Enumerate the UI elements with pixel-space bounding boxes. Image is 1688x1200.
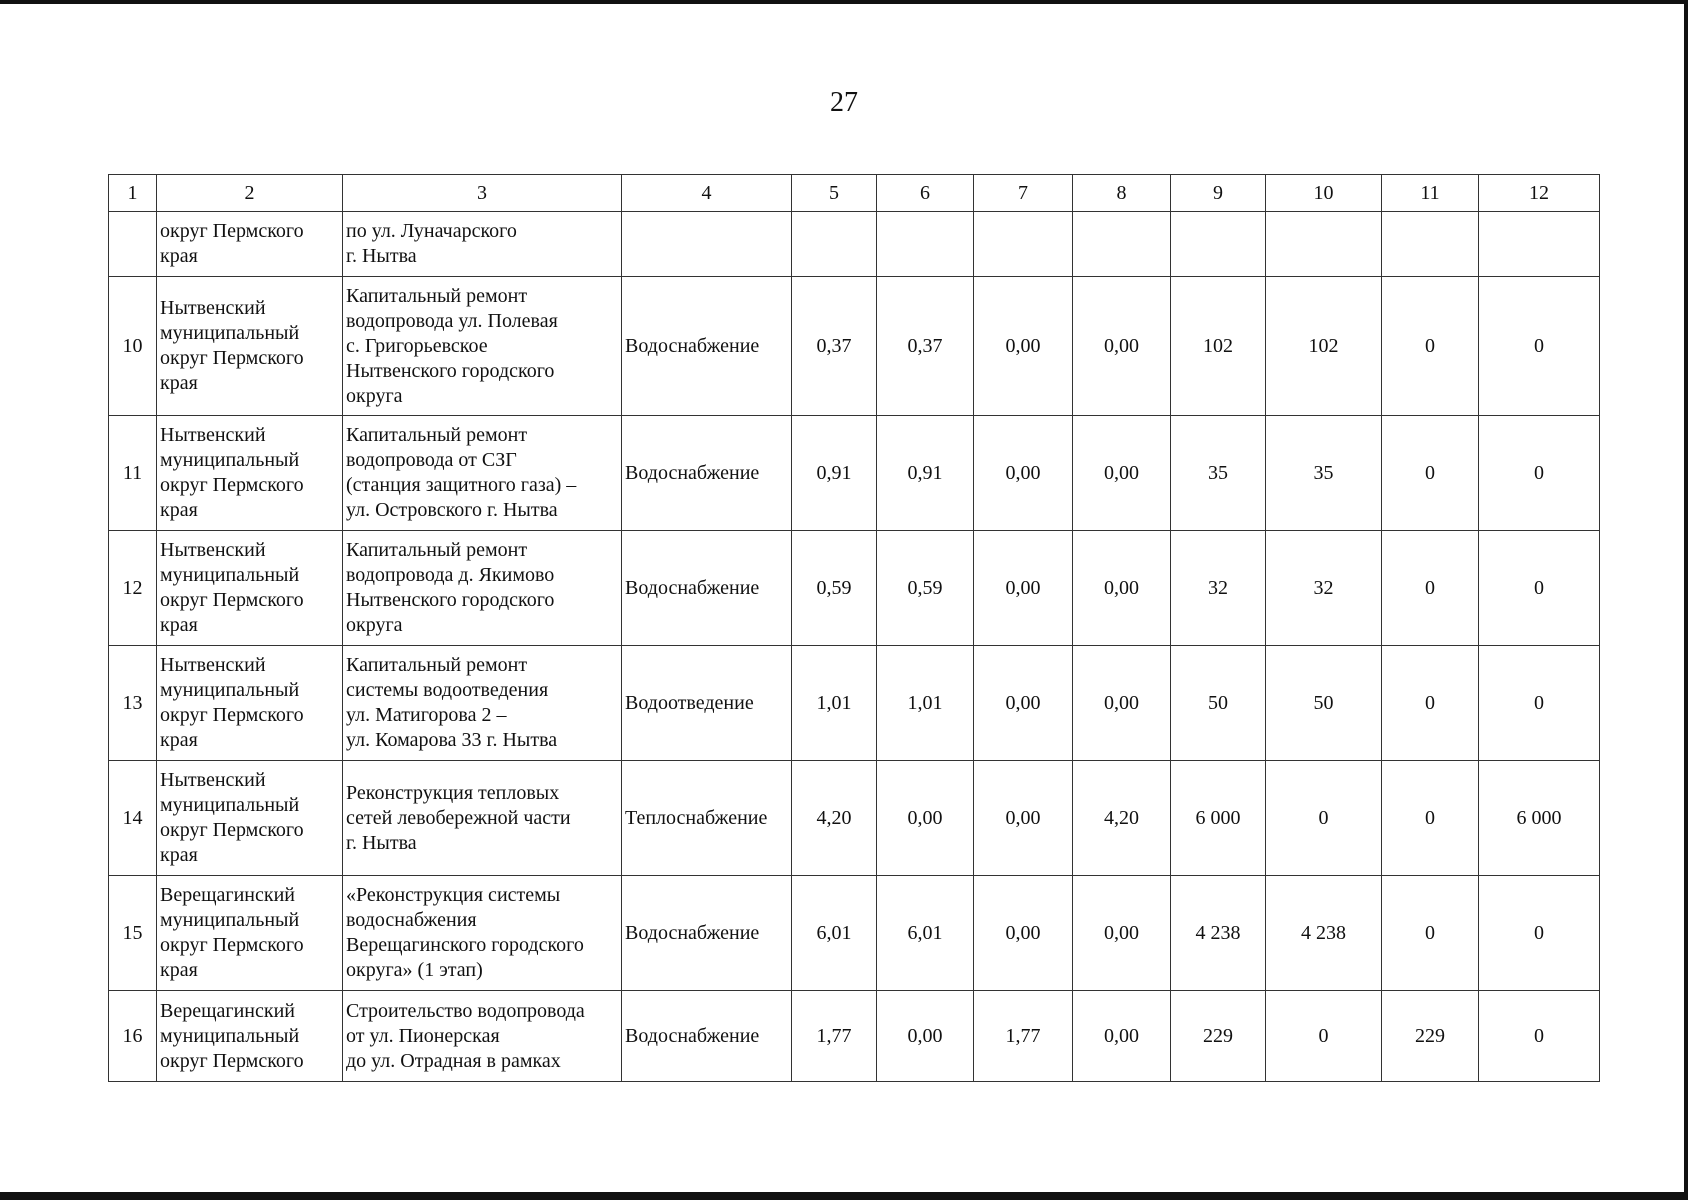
column-number-header: 11 <box>1382 175 1479 212</box>
project-cell-line: по ул. Луначарского <box>346 220 517 242</box>
municipality-cell-line: Нытвенский <box>160 297 266 319</box>
project-cell-line: Капитальный ремонт <box>346 539 528 561</box>
column-number-header: 2 <box>157 175 343 212</box>
project-cell-line: Капитальный ремонт <box>346 654 528 676</box>
column-number-header: 7 <box>974 175 1073 212</box>
value-cell-c7: 0,00 <box>974 277 1073 416</box>
value-cell-c5: 1,77 <box>792 991 877 1082</box>
table-row <box>109 212 1600 277</box>
value-cell-c9: 6 000 <box>1171 761 1266 876</box>
project-cell-line: до ул. Отрадная в рамках <box>346 1049 561 1072</box>
project-cell-line: округа <box>346 614 403 636</box>
table-row <box>109 646 1600 761</box>
value-cell-c10: 0 <box>1266 761 1382 876</box>
municipality-cell <box>157 991 343 1082</box>
value-cell-c9: 32 <box>1171 531 1266 646</box>
value-cell-c7: 1,77 <box>974 991 1073 1082</box>
project-cell-line: с. Григорьевское <box>346 334 488 357</box>
value-cell-c7: 0,00 <box>974 531 1073 646</box>
table-row <box>109 531 1600 646</box>
project-cell-line: водоснабжения <box>346 909 477 931</box>
municipality-cell-line: Нытвенский <box>160 769 266 791</box>
value-cell-c10: 4 238 <box>1266 876 1382 991</box>
value-cell-c7: 0,00 <box>974 646 1073 761</box>
project-cell-line: г. Нытва <box>346 831 417 854</box>
municipality-cell-line: края <box>160 499 198 521</box>
table-row <box>109 991 1600 1082</box>
project-cell-line: округа <box>346 384 403 407</box>
column-number-header: 4 <box>622 175 792 212</box>
value-cell-c8: 0,00 <box>1073 277 1171 416</box>
column-number-header: 6 <box>877 175 974 212</box>
municipality-cell-line: муниципальный <box>160 449 300 471</box>
value-cell-c7: 0,00 <box>974 761 1073 876</box>
project-cell-line: Верещагинского городского <box>346 934 584 956</box>
table-row <box>109 277 1600 416</box>
municipality-cell <box>157 761 343 876</box>
municipality-cell-line: муниципальный <box>160 322 300 344</box>
project-cell-line: водопровода от СЗГ <box>346 449 517 471</box>
value-cell-c7 <box>974 212 1073 277</box>
project-cell-line: Строительство водопровода <box>346 999 585 1022</box>
project-cell-line: округа» (1 этап) <box>346 959 483 981</box>
project-cell-line: ул. Комарова 33 г. Нытва <box>346 729 558 751</box>
value-cell-c5: 0,91 <box>792 416 877 531</box>
value-cell-c8: 0,00 <box>1073 876 1171 991</box>
municipality-cell-line: муниципальный <box>160 909 300 931</box>
municipality-cell-line: округ Пермского <box>160 220 304 242</box>
value-cell-c5: 0,37 <box>792 277 877 416</box>
column-number-header: 12 <box>1479 175 1600 212</box>
project-cell <box>343 646 622 761</box>
project-cell <box>343 416 622 531</box>
value-cell-c7: 0,00 <box>974 416 1073 531</box>
resource-type-cell: Водоснабжение <box>622 991 792 1082</box>
value-cell-c10: 32 <box>1266 531 1382 646</box>
value-cell-c12: 0 <box>1479 646 1600 761</box>
value-cell-c6: 1,01 <box>877 646 974 761</box>
value-cell-c8: 0,00 <box>1073 531 1171 646</box>
row-number-cell: 10 <box>109 277 157 416</box>
project-cell-line: Капитальный ремонт <box>346 284 528 307</box>
municipality-cell-line: округ Пермского <box>160 819 304 841</box>
municipality-cell-line: края <box>160 959 198 981</box>
municipality-cell-line: края <box>160 245 198 267</box>
value-cell-c12 <box>1479 212 1600 277</box>
municipality-cell-line: муниципальный <box>160 1024 300 1047</box>
row-number-cell: 11 <box>109 416 157 531</box>
value-cell-c11: 0 <box>1382 416 1479 531</box>
value-cell-c12: 0 <box>1479 416 1600 531</box>
value-cell-c10: 102 <box>1266 277 1382 416</box>
project-cell-line: водопровода д. Якимово <box>346 564 555 586</box>
value-cell-c5: 0,59 <box>792 531 877 646</box>
value-cell-c9: 4 238 <box>1171 876 1266 991</box>
project-cell-line: ул. Островского г. Нытва <box>346 499 558 521</box>
value-cell-c6: 0,37 <box>877 277 974 416</box>
column-number-row <box>109 175 1600 212</box>
municipality-cell-line: Верещагинский <box>160 999 295 1022</box>
municipality-cell-line: Нытвенский <box>160 424 266 446</box>
resource-type-cell <box>622 212 792 277</box>
column-number-header: 10 <box>1266 175 1382 212</box>
municipality-cell-line: округ Пермского <box>160 474 304 496</box>
project-cell-line: «Реконструкция системы <box>346 884 561 906</box>
value-cell-c12: 0 <box>1479 277 1600 416</box>
municipality-cell-line: муниципальный <box>160 794 300 816</box>
value-cell-c10 <box>1266 212 1382 277</box>
column-number-header: 9 <box>1171 175 1266 212</box>
project-cell <box>343 761 622 876</box>
value-cell-c12: 0 <box>1479 991 1600 1082</box>
project-cell <box>343 991 622 1082</box>
project-cell-line: Капитальный ремонт <box>346 424 528 446</box>
value-cell-c6: 0,91 <box>877 416 974 531</box>
project-cell-line: от ул. Пионерская <box>346 1024 500 1047</box>
value-cell-c5: 4,20 <box>792 761 877 876</box>
municipality-cell-line: округ Пермского <box>160 589 304 611</box>
municipality-cell <box>157 531 343 646</box>
municipality-cell-line: Верещагинский <box>160 884 295 906</box>
table-row <box>109 876 1600 991</box>
scan-edge-right <box>1684 0 1688 1200</box>
municipality-cell-line: края <box>160 729 198 751</box>
value-cell-c5 <box>792 212 877 277</box>
project-cell-line: системы водоотведения <box>346 679 549 701</box>
project-cell <box>343 277 622 416</box>
municipality-cell-line: муниципальный <box>160 564 300 586</box>
project-cell-line: Реконструкция тепловых <box>346 781 560 804</box>
value-cell-c11 <box>1382 212 1479 277</box>
row-number-cell <box>109 212 157 277</box>
municipality-cell <box>157 416 343 531</box>
value-cell-c8: 0,00 <box>1073 416 1171 531</box>
column-number-header: 3 <box>343 175 622 212</box>
column-number-header: 8 <box>1073 175 1171 212</box>
row-number-cell: 12 <box>109 531 157 646</box>
value-cell-c8: 0,00 <box>1073 646 1171 761</box>
municipality-cell-line: округ Пермского <box>160 704 304 726</box>
value-cell-c5: 1,01 <box>792 646 877 761</box>
value-cell-c7: 0,00 <box>974 876 1073 991</box>
municipality-cell-line: края <box>160 372 198 394</box>
project-cell <box>343 876 622 991</box>
value-cell-c9: 102 <box>1171 277 1266 416</box>
resource-type-cell: Водоснабжение <box>622 531 792 646</box>
municipality-cell-line: Нытвенский <box>160 654 266 676</box>
project-cell-line: г. Нытва <box>346 245 417 267</box>
value-cell-c9: 229 <box>1171 991 1266 1082</box>
project-cell-line: сетей левобережной части <box>346 806 571 829</box>
value-cell-c10: 0 <box>1266 991 1382 1082</box>
project-cell <box>343 531 622 646</box>
column-number-header: 5 <box>792 175 877 212</box>
value-cell-c6: 0,00 <box>877 991 974 1082</box>
value-cell-c11: 0 <box>1382 646 1479 761</box>
municipality-cell-line: округ Пермского <box>160 1049 304 1072</box>
project-cell-line: ул. Матигорова 2 – <box>346 704 507 726</box>
row-number-cell: 15 <box>109 876 157 991</box>
municipality-cell-line: Нытвенский <box>160 539 266 561</box>
value-cell-c6: 0,59 <box>877 531 974 646</box>
municipality-cell-line: округ Пермского <box>160 934 304 956</box>
value-cell-c9 <box>1171 212 1266 277</box>
value-cell-c6: 0,00 <box>877 761 974 876</box>
scan-edge-bottom <box>0 1192 1688 1200</box>
municipality-cell <box>157 212 343 277</box>
row-number-cell: 13 <box>109 646 157 761</box>
value-cell-c9: 50 <box>1171 646 1266 761</box>
project-cell-line: Нытвенского городского <box>346 589 555 611</box>
resource-type-cell: Водоотведение <box>622 646 792 761</box>
table-row <box>109 761 1600 876</box>
municipality-cell-line: края <box>160 844 198 866</box>
value-cell-c12: 0 <box>1479 876 1600 991</box>
value-cell-c10: 35 <box>1266 416 1382 531</box>
page-number: 27 <box>830 87 858 118</box>
value-cell-c10: 50 <box>1266 646 1382 761</box>
municipality-cell <box>157 277 343 416</box>
value-cell-c8 <box>1073 212 1171 277</box>
value-cell-c11: 0 <box>1382 531 1479 646</box>
value-cell-c6 <box>877 212 974 277</box>
municipality-cell <box>157 646 343 761</box>
value-cell-c5: 6,01 <box>792 876 877 991</box>
municipality-cell-line: округ Пермского <box>160 347 304 369</box>
project-cell <box>343 212 622 277</box>
value-cell-c8: 4,20 <box>1073 761 1171 876</box>
value-cell-c12: 6 000 <box>1479 761 1600 876</box>
resource-type-cell: Водоснабжение <box>622 416 792 531</box>
resource-type-cell: Водоснабжение <box>622 876 792 991</box>
value-cell-c11: 0 <box>1382 277 1479 416</box>
municipality-cell-line: муниципальный <box>160 679 300 701</box>
value-cell-c11: 0 <box>1382 761 1479 876</box>
project-cell-line: Нытвенского городского <box>346 359 555 382</box>
value-cell-c9: 35 <box>1171 416 1266 531</box>
row-number-cell: 14 <box>109 761 157 876</box>
project-cell-line: водопровода ул. Полевая <box>346 309 558 332</box>
value-cell-c11: 229 <box>1382 991 1479 1082</box>
column-number-header: 1 <box>109 175 157 212</box>
value-cell-c12: 0 <box>1479 531 1600 646</box>
value-cell-c6: 6,01 <box>877 876 974 991</box>
table-row <box>109 416 1600 531</box>
municipality-cell-line: края <box>160 614 198 636</box>
resource-type-cell: Водоснабжение <box>622 277 792 416</box>
value-cell-c8: 0,00 <box>1073 991 1171 1082</box>
scan-edge-top <box>0 0 1688 4</box>
row-number-cell: 16 <box>109 991 157 1082</box>
municipality-cell <box>157 876 343 991</box>
project-cell-line: (станция защитного газа) – <box>346 474 577 496</box>
data-table <box>108 174 1600 1082</box>
resource-type-cell: Теплоснабжение <box>622 761 792 876</box>
value-cell-c11: 0 <box>1382 876 1479 991</box>
